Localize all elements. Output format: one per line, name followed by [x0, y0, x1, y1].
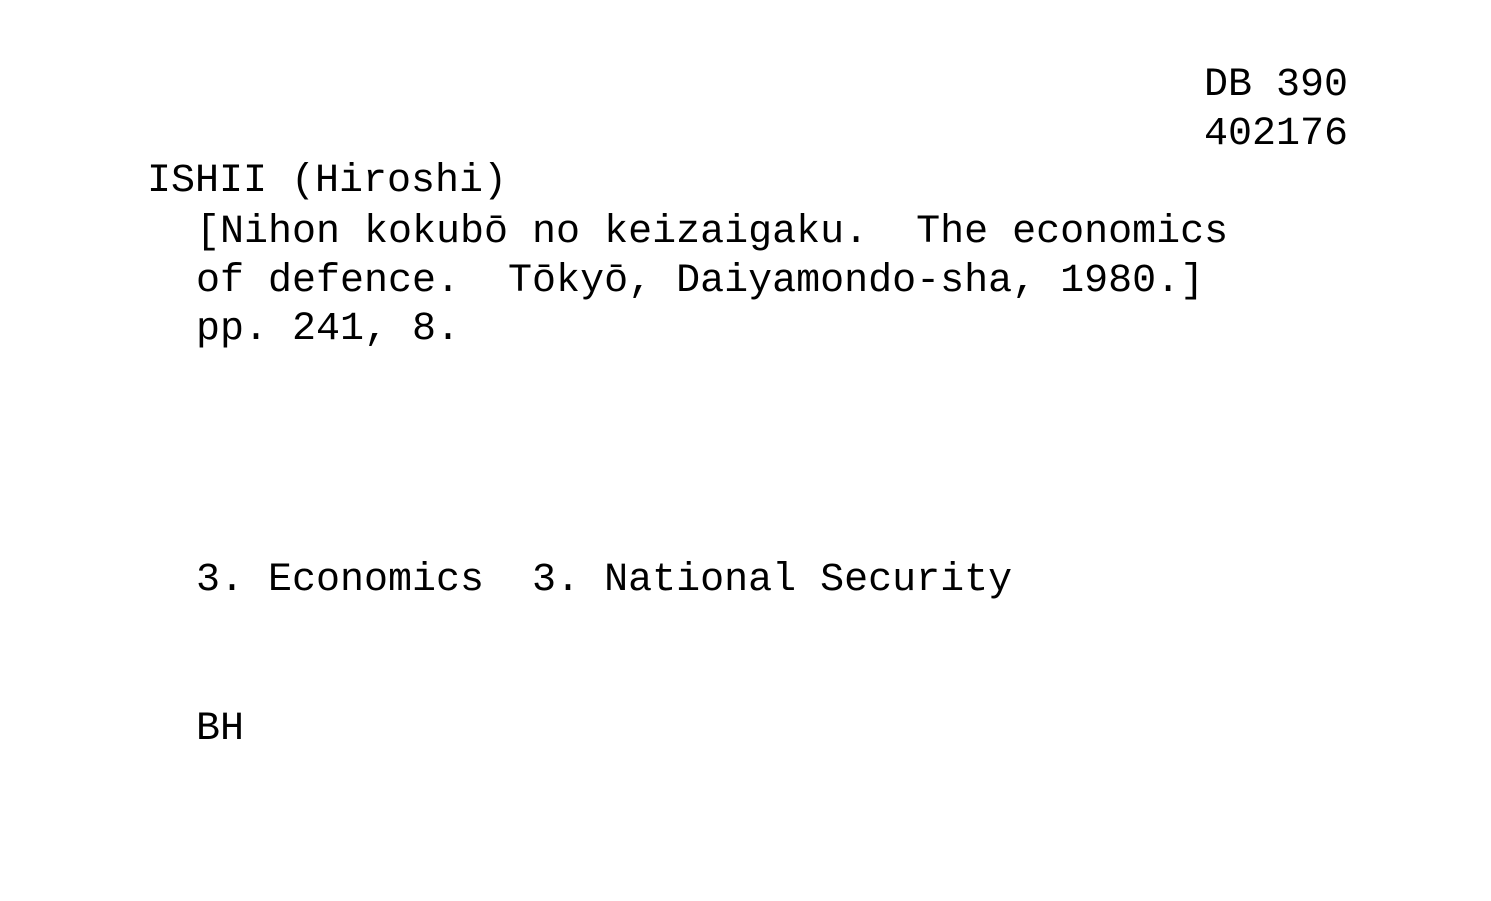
pagination: pp. 241, 8.: [196, 307, 461, 352]
author-heading: ISHII (Hiroshi): [147, 159, 508, 204]
call-number-line-1: DB 390: [1203, 63, 1348, 108]
cataloger-initials: BH: [196, 707, 245, 752]
title-line-2: of defence. Tōkyō, Daiyamondo-sha, 1980.]: [196, 259, 1205, 304]
subject-headings: 3. Economics 3. National Security: [196, 558, 1013, 603]
title-line-1: [Nihon kokubō no keizaigaku. The economics: [196, 210, 1229, 255]
call-number-line-2: 402176: [1203, 112, 1348, 157]
